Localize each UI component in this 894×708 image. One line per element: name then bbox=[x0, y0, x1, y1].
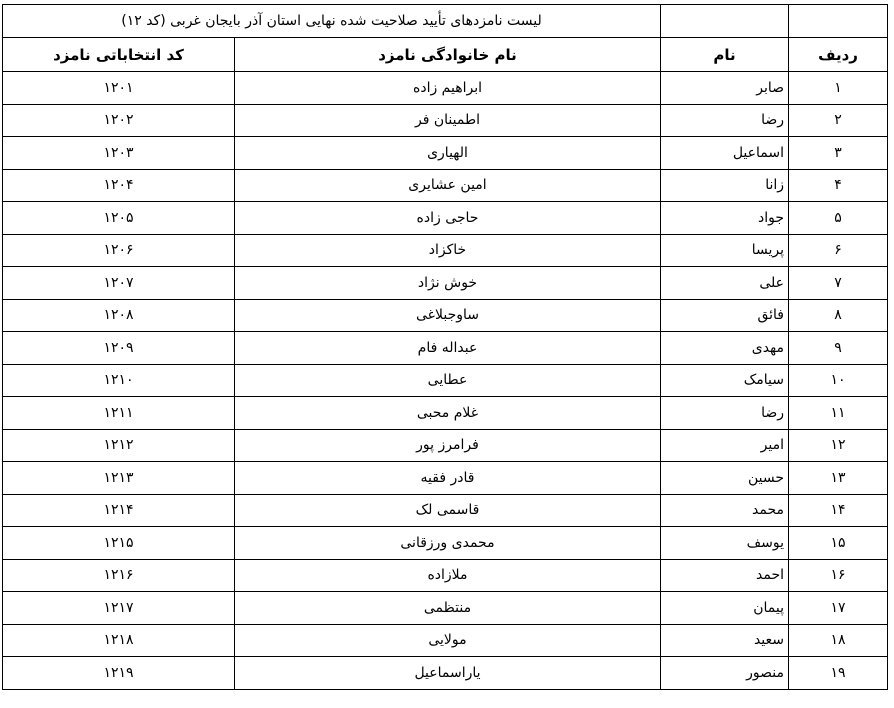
header-code: کد انتخاباتی نامزد bbox=[3, 38, 235, 72]
title-row bbox=[3, 5, 888, 38]
cell-code: ۱۲۱۵ bbox=[3, 527, 235, 560]
cell-first-name: حسین bbox=[661, 462, 789, 495]
cell-first-name: پریسا bbox=[661, 234, 789, 267]
table-row bbox=[3, 624, 888, 657]
cell-index: ۱۱ bbox=[789, 397, 888, 430]
cell-first-name: فائق bbox=[661, 299, 789, 332]
table-row bbox=[3, 137, 888, 170]
cell-last-name: عطایی bbox=[235, 364, 661, 397]
cell-last-name: خوش نژاد bbox=[235, 267, 661, 300]
cell-last-name: یاراسماعیل bbox=[235, 657, 661, 690]
cell-first-name: یوسف bbox=[661, 527, 789, 560]
title-empty-cell bbox=[789, 5, 888, 38]
table-row bbox=[3, 202, 888, 235]
cell-index: ۱۵ bbox=[789, 527, 888, 560]
cell-last-name: امین عشایری bbox=[235, 169, 661, 202]
table-row bbox=[3, 267, 888, 300]
cell-code: ۱۲۱۷ bbox=[3, 592, 235, 625]
cell-code: ۱۲۱۹ bbox=[3, 657, 235, 690]
cell-code: ۱۲۱۴ bbox=[3, 494, 235, 527]
header-last-name: نام خانوادگی نامزد bbox=[235, 38, 661, 72]
cell-last-name: خاکزاد bbox=[235, 234, 661, 267]
cell-index: ۶ bbox=[789, 234, 888, 267]
cell-first-name: زانا bbox=[661, 169, 789, 202]
cell-index: ۱۴ bbox=[789, 494, 888, 527]
cell-last-name: حاجی زاده bbox=[235, 202, 661, 235]
cell-first-name: سعید bbox=[661, 624, 789, 657]
cell-code: ۱۲۱۲ bbox=[3, 429, 235, 462]
cell-code: ۱۲۰۱ bbox=[3, 72, 235, 105]
table-row bbox=[3, 364, 888, 397]
table-row bbox=[3, 462, 888, 495]
cell-index: ۳ bbox=[789, 137, 888, 170]
cell-last-name: ملازاده bbox=[235, 559, 661, 592]
table-row bbox=[3, 234, 888, 267]
cell-index: ۹ bbox=[789, 332, 888, 365]
cell-code: ۱۲۰۶ bbox=[3, 234, 235, 267]
cell-last-name: فرامرز پور bbox=[235, 429, 661, 462]
cell-index: ۱۲ bbox=[789, 429, 888, 462]
cell-first-name: سیامک bbox=[661, 364, 789, 397]
cell-code: ۱۲۱۸ bbox=[3, 624, 235, 657]
cell-last-name: عبداله فام bbox=[235, 332, 661, 365]
cell-first-name: صابر bbox=[661, 72, 789, 105]
cell-code: ۱۲۱۶ bbox=[3, 559, 235, 592]
cell-code: ۱۲۰۳ bbox=[3, 137, 235, 170]
cell-code: ۱۲۰۲ bbox=[3, 104, 235, 137]
cell-code: ۱۲۰۴ bbox=[3, 169, 235, 202]
cell-index: ۱۳ bbox=[789, 462, 888, 495]
cell-first-name: مهدی bbox=[661, 332, 789, 365]
cell-code: ۱۲۱۳ bbox=[3, 462, 235, 495]
cell-last-name: ابراهیم زاده bbox=[235, 72, 661, 105]
cell-last-name: قاسمی لک bbox=[235, 494, 661, 527]
table-row bbox=[3, 332, 888, 365]
cell-index: ۷ bbox=[789, 267, 888, 300]
table-row bbox=[3, 104, 888, 137]
cell-index: ۸ bbox=[789, 299, 888, 332]
table-title: لیست نامزدهای تأیید صلاحیت شده نهایی استان آذر بایجان غربی (کد ۱۲) bbox=[3, 5, 661, 38]
table-row bbox=[3, 429, 888, 462]
cell-code: ۱۲۰۸ bbox=[3, 299, 235, 332]
cell-index: ۴ bbox=[789, 169, 888, 202]
table-row bbox=[3, 592, 888, 625]
cell-last-name: غلام محبی bbox=[235, 397, 661, 430]
cell-first-name: احمد bbox=[661, 559, 789, 592]
cell-code: ۱۲۰۷ bbox=[3, 267, 235, 300]
cell-last-name: منتظمی bbox=[235, 592, 661, 625]
cell-index: ۵ bbox=[789, 202, 888, 235]
cell-first-name: رضا bbox=[661, 397, 789, 430]
cell-first-name: امیر bbox=[661, 429, 789, 462]
header-first-name: نام bbox=[661, 38, 789, 72]
cell-first-name: جواد bbox=[661, 202, 789, 235]
cell-first-name: علی bbox=[661, 267, 789, 300]
cell-code: ۱۲۰۵ bbox=[3, 202, 235, 235]
cell-last-name: الهیاری bbox=[235, 137, 661, 170]
cell-index: ۱۰ bbox=[789, 364, 888, 397]
cell-last-name: محمدی ورزقانی bbox=[235, 527, 661, 560]
table-body bbox=[3, 5, 888, 690]
table-row bbox=[3, 527, 888, 560]
cell-index: ۲ bbox=[789, 104, 888, 137]
candidates-table bbox=[2, 4, 888, 690]
table-row bbox=[3, 494, 888, 527]
cell-index: ۱ bbox=[789, 72, 888, 105]
cell-code: ۱۲۱۱ bbox=[3, 397, 235, 430]
cell-index: ۱۹ bbox=[789, 657, 888, 690]
cell-first-name: اسماعیل bbox=[661, 137, 789, 170]
header-row bbox=[3, 38, 888, 72]
cell-index: ۱۷ bbox=[789, 592, 888, 625]
cell-index: ۱۶ bbox=[789, 559, 888, 592]
table-row bbox=[3, 657, 888, 690]
cell-last-name: قادر فقیه bbox=[235, 462, 661, 495]
table-row bbox=[3, 559, 888, 592]
cell-first-name: پیمان bbox=[661, 592, 789, 625]
cell-code: ۱۲۱۰ bbox=[3, 364, 235, 397]
header-index: ردیف bbox=[789, 38, 888, 72]
cell-index: ۱۸ bbox=[789, 624, 888, 657]
cell-last-name: ساوجبلاغی bbox=[235, 299, 661, 332]
table-row bbox=[3, 169, 888, 202]
cell-first-name: رضا bbox=[661, 104, 789, 137]
cell-code: ۱۲۰۹ bbox=[3, 332, 235, 365]
table-row bbox=[3, 299, 888, 332]
title-empty-cell bbox=[661, 5, 789, 38]
table-row bbox=[3, 72, 888, 105]
table-row bbox=[3, 397, 888, 430]
cell-first-name: محمد bbox=[661, 494, 789, 527]
cell-last-name: مولایی bbox=[235, 624, 661, 657]
cell-last-name: اطمینان فر bbox=[235, 104, 661, 137]
cell-first-name: منصور bbox=[661, 657, 789, 690]
